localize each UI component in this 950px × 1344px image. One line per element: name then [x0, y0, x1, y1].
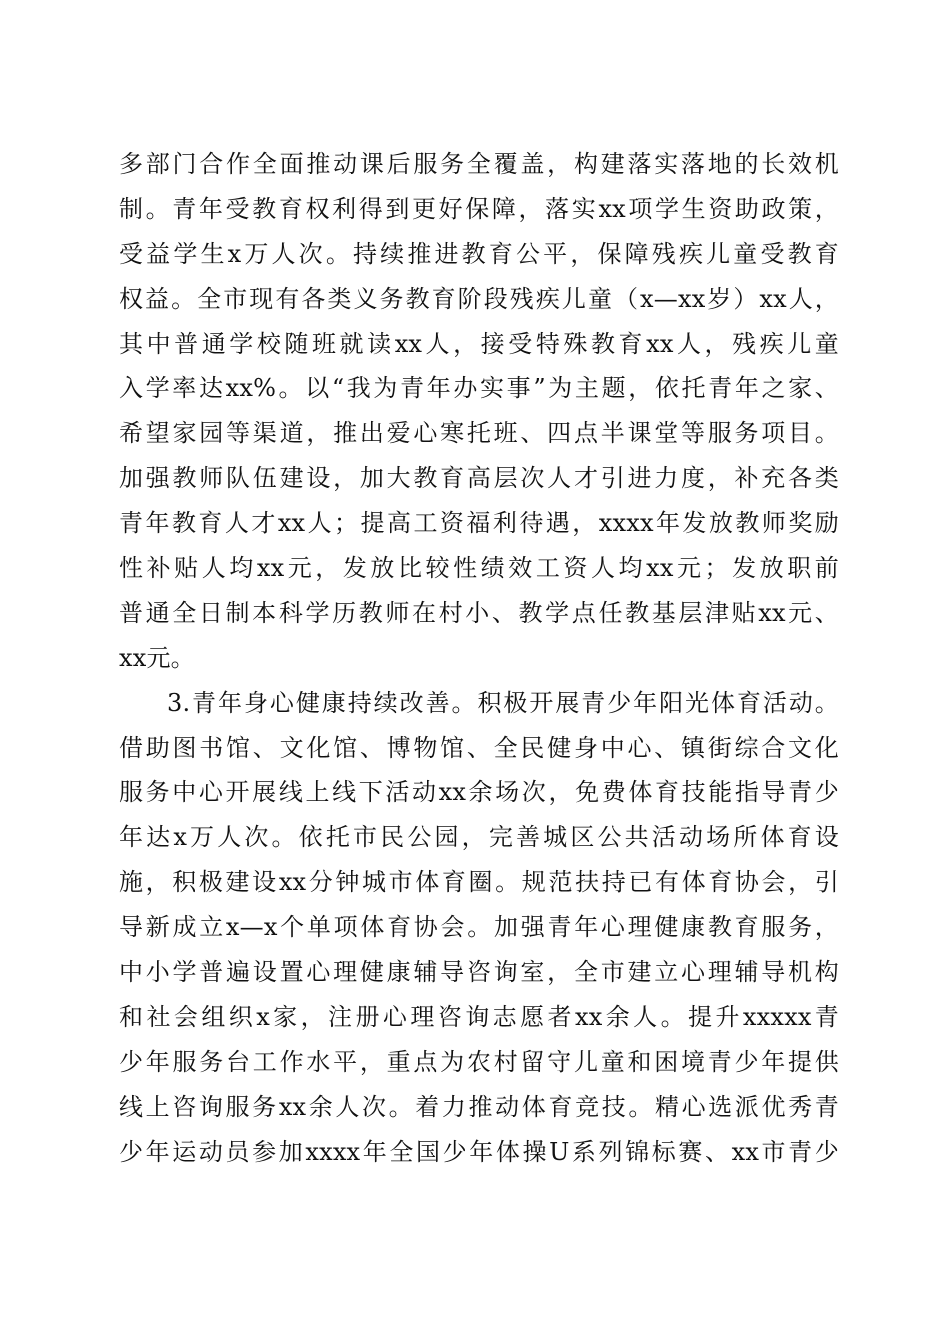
text-line: 入学率达xx%。以“我为青年办实事”为主题，依托青年之家、 [119, 374, 839, 403]
text-line: 施，积极建设xx分钟城市体育圈。规范扶持已有体育协会，引 [119, 868, 839, 897]
text-line: 少年运动员参加xxxx年全国少年体操U系列锦标赛、xx市青少 [119, 1137, 839, 1166]
text-line: 和社会组织x家，注册心理咨询志愿者xx余人。提升xxxxx青 [119, 1002, 839, 1031]
body-text [119, 142, 839, 1174]
text-line: 青年教育人才xx人；提高工资福利待遇，xxxx年发放教师奖励 [119, 509, 839, 538]
text-line: 少年服务台工作水平，重点为农村留守儿童和困境青少年提供 [119, 1047, 839, 1076]
text-line: 权益。全市现有各类义务教育阶段残疾儿童（x—xx岁）xx人， [119, 284, 839, 313]
section-heading-line: 3.青年身心健康持续改善。积极开展青少年阳光体育活动。 [167, 688, 839, 717]
text-line: 性补贴人均xx元，发放比较性绩效工资人均xx元；发放职前 [119, 554, 839, 583]
text-line: 普通全日制本科学历教师在村小、教学点任教基层津贴xx元、 [119, 598, 839, 627]
text-line: 服务中心开展线上线下活动xx余场次，免费体育技能指导青少 [119, 778, 839, 807]
text-line: 年达x万人次。依托市民公园，完善城区公共活动场所体育设 [119, 823, 839, 852]
text-line: 加强教师队伍建设，加大教育高层次人才引进力度，补充各类 [119, 464, 839, 493]
text-line: 借助图书馆、文化馆、博物馆、全民健身中心、镇街综合文化 [119, 733, 839, 762]
text-line-paragraph-end: xx元。 [119, 643, 195, 672]
text-line: 其中普通学校随班就读xx人，接受特殊教育xx人，残疾儿童 [119, 329, 839, 358]
text-line: 多部门合作全面推动课后服务全覆盖，构建落实落地的长效机 [119, 150, 839, 178]
text-line: 中小学普遍设置心理健康辅导咨询室，全市建立心理辅导机构 [119, 958, 839, 987]
text-line: 导新成立x—x个单项体育协会。加强青年心理健康教育服务， [119, 913, 839, 942]
text-line: 制。青年受教育权利得到更好保障，落实xx项学生资助政策， [119, 194, 839, 223]
text-line: 线上咨询服务xx余人次。着力推动体育竞技。精心选派优秀青 [119, 1092, 839, 1121]
text-line: 希望家园等渠道，推出爱心寒托班、四点半课堂等服务项目。 [119, 419, 839, 448]
text-line: 受益学生x万人次。持续推进教育公平，保障残疾儿童受教育 [119, 239, 839, 268]
